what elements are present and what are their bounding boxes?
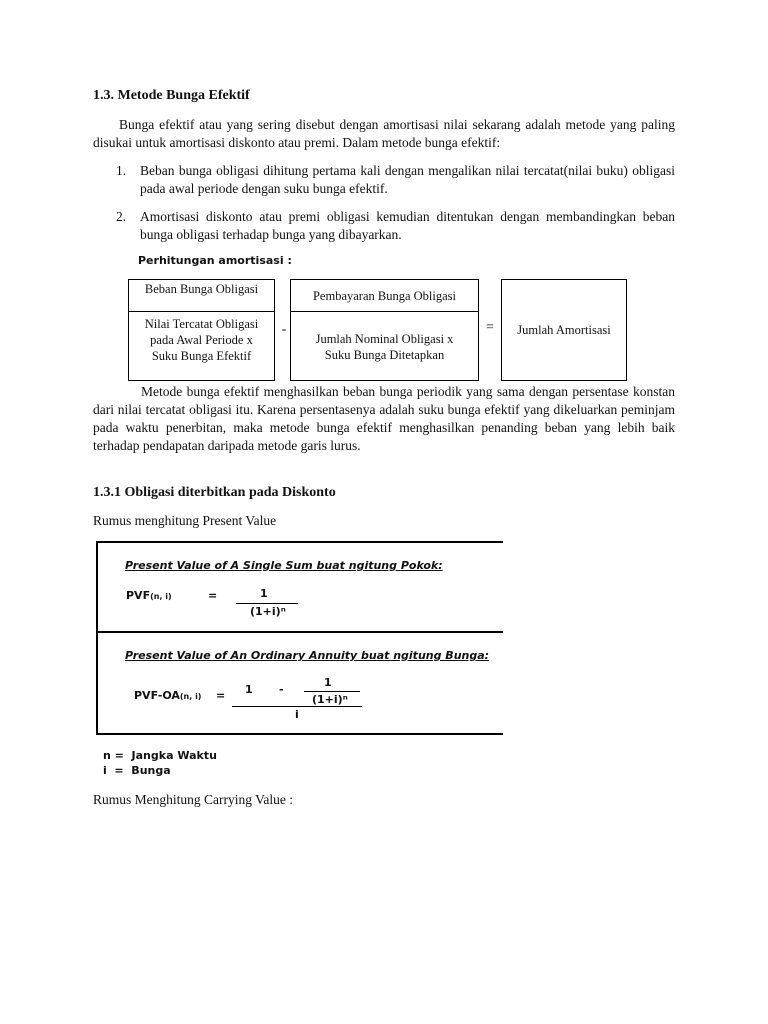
- formula-divider: [98, 631, 503, 633]
- box-jumlah-amortisasi-text: Jumlah Amortisasi: [517, 323, 611, 337]
- pvf-denominator: (1+i)ⁿ: [250, 605, 286, 618]
- box-jumlah-nominal-text: Jumlah Nominal Obligasi x Suku Bunga Ditetapkan: [315, 332, 454, 362]
- box-pembayaran-bunga-text: Pembayaran Bunga Obligasi: [312, 289, 457, 303]
- box-nilai-tercatat-text: Nilai Tercatat Obligasi pada Awal Periode x Suku Bunga Efektif: [144, 317, 259, 363]
- closing-paragraph: Metode bunga efektif menghasilkan beban bunga periodik yang sama dengan persentase konstan dari nilai tercatat obligasi itu. Karena persentasenya adalah suku bunga efektif yang dikeluarkan peminjam pada waktu penerbitan, maka metode bunga efektif menghasilkan penanding beban yang lebih baik terhadap pendapatan daripada metode garis lurus.: [93, 384, 675, 453]
- pvf-equals: =: [208, 589, 218, 602]
- single-sum-title: Present Value of A Single Sum buat ngitung Pokok:: [125, 559, 443, 572]
- section-heading-1-3-1: 1.3.1 Obligasi diterbitkan pada Diskonto: [93, 485, 336, 500]
- legend-line: i = Bunga: [103, 764, 171, 777]
- pvfoa-inner-numerator: 1: [324, 676, 332, 689]
- pvfoa-inner-denominator: (1+i)ⁿ: [312, 693, 348, 706]
- pvfoa-fraction-line: [232, 706, 362, 707]
- formula-image: [96, 541, 503, 735]
- box-nilai-tercatat: [128, 311, 275, 381]
- pvf-fraction-line: [236, 603, 298, 604]
- equals-operator: =: [486, 320, 494, 335]
- section-heading-1-3: 1.3. Metode Bunga Efektif: [93, 88, 250, 103]
- list-text: Beban bunga obligasi dihitung pertama kali dengan mengalikan nilai tercatat(nilai buku) obligasi pada awal periode dengan suku bunga efektif.: [140, 163, 675, 196]
- box-pembayaran-bunga: [290, 279, 479, 312]
- minus-operator: -: [281, 322, 287, 337]
- intro-paragraph: Bunga efektif atau yang sering disebut dengan amortisasi nilai sekarang adalah metode yang paling disukai untuk amortisasi diskonto atau premi. Dalam metode bunga efektif:: [93, 117, 675, 150]
- pvf-numerator: 1: [260, 587, 268, 600]
- pvf-label: [126, 589, 172, 602]
- box-jumlah-amortisasi: [501, 279, 627, 381]
- carrying-intro: Rumus Menghitung Carrying Value :: [93, 792, 293, 807]
- pvfoa-subscript: (n, i): [179, 692, 202, 701]
- list-number: 2.: [116, 209, 127, 224]
- box-jumlah-nominal: [290, 311, 479, 381]
- pvfoa-inner-fraction-line: [304, 691, 360, 692]
- perhitungan-label: Perhitungan amortisasi :: [138, 254, 292, 267]
- pvf-label-text: PVF: [126, 589, 151, 602]
- list-item: [0, 162, 768, 202]
- pvfoa-denominator: i: [295, 708, 299, 721]
- pv-intro: Rumus menghitung Present Value: [93, 513, 277, 528]
- pvfoa-equals: =: [216, 689, 226, 702]
- pvfoa-num-one: 1: [245, 683, 253, 696]
- pvfoa-label-text: PVF-OA: [134, 689, 180, 702]
- list-text: Amortisasi diskonto atau premi obligasi kemudian ditentukan dengan membandingkan beban bunga obligasi terhadap bunga yang dibayarkan.: [140, 209, 675, 242]
- formula-legend: [103, 748, 217, 778]
- pvfoa-num-minus: -: [279, 683, 284, 696]
- pvf-subscript: (n, i): [150, 592, 172, 601]
- box-beban-bunga: [128, 279, 275, 312]
- pvfoa-label: [134, 689, 201, 702]
- list-item: [0, 208, 768, 248]
- legend-line: n = Jangka Waktu: [103, 749, 217, 762]
- box-beban-bunga-text: Beban Bunga Obligasi: [144, 282, 259, 296]
- list-number: 1.: [116, 163, 127, 178]
- annuity-title: Present Value of An Ordinary Annuity buat ngitung Bunga:: [125, 649, 490, 662]
